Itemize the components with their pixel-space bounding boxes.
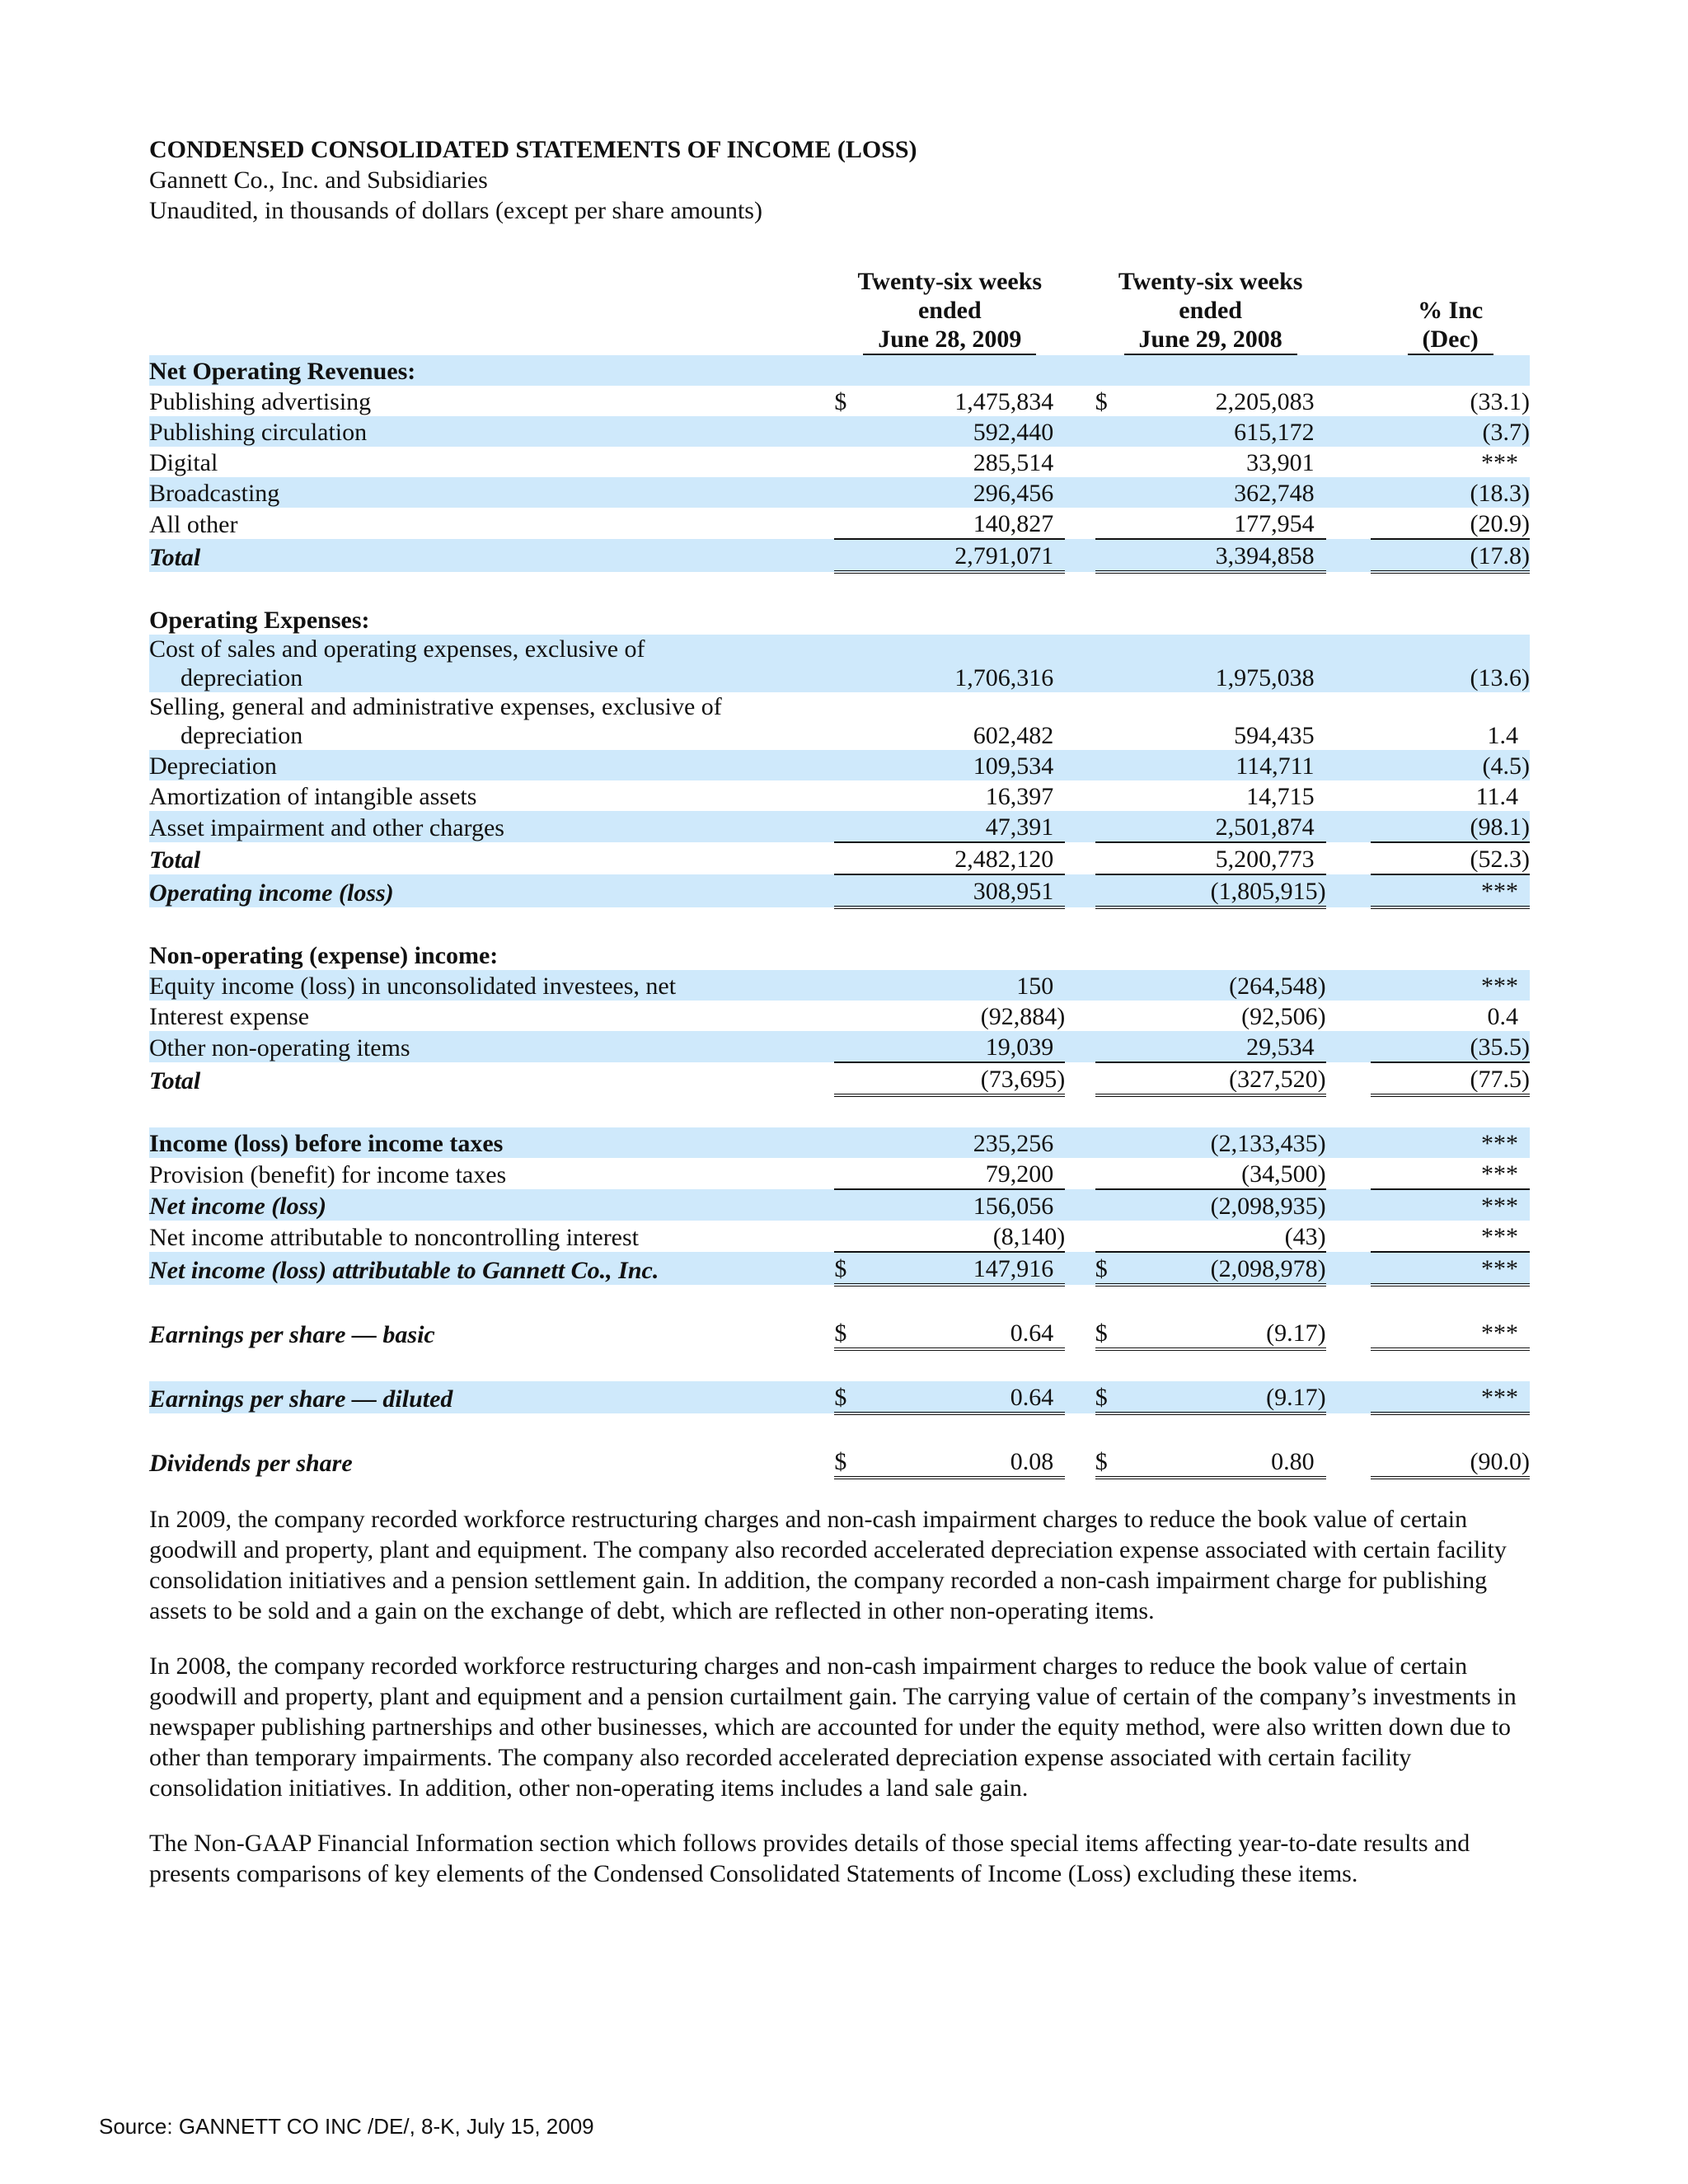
table-row: Income (loss) before income taxes 235,256 (2,133,435) *** (149, 1127, 1530, 1158)
table-row: Broadcasting 296,456 362,748 (18.3) (149, 477, 1530, 508)
income-statement-table (149, 267, 1530, 1479)
table-row-net-income-gannett: Net income (loss) attributable to Gannett Co., Inc. $ 147,916 $ (2,098,978) *** (149, 1252, 1530, 1285)
column-header-pct: % Inc (Dec) (1371, 267, 1530, 355)
table-row-eps-diluted: Earnings per share — diluted $ 0.64 $ (9.17) *** (149, 1381, 1530, 1413)
company-name: Gannett Co., Inc. and Subsidiaries (149, 166, 488, 194)
statement-header (149, 134, 1530, 226)
table-row: All other 140,827 177,954 (20.9) (149, 508, 1530, 539)
table-row-total: Total (73,695) (327,520) (77.5) (149, 1062, 1530, 1095)
statement-page (149, 134, 1530, 1889)
column-header-row (149, 267, 1530, 355)
section-heading-revenues: Net Operating Revenues: (149, 355, 1530, 386)
column-header-2008: Twenty-six weeks ended June 29, 2008 (1095, 267, 1326, 355)
table-row-total: Total 2,482,120 5,200,773 (52.3) (149, 842, 1530, 874)
table-row: Amortization of intangible assets 16,397 14,715 11.4 (149, 783, 1518, 810)
table-row-total: Total 2,791,071 3,394,858 (17.8) (149, 539, 1530, 572)
table-row: Cost of sales and operating expenses, exclusive of depreciation 1,706,316 1,975,038 (13.6) (149, 635, 1530, 691)
table-row-net-income: Net income (loss) 156,056 (2,098,935) *** (149, 1189, 1530, 1221)
table-row: Depreciation 109,534 114,711 (4.5) (149, 750, 1530, 780)
table-row: Publishing circulation 592,440 615,172 (3.7) (149, 416, 1530, 447)
table-row: Digital 285,514 33,901 *** (149, 449, 1518, 476)
table-row-operating-income: Operating income (loss) 308,951 (1,805,915) *** (149, 874, 1530, 907)
section-heading-nonoperating: Non-operating (expense) income: (149, 942, 499, 969)
note-paragraph-2009: In 2009, the company recorded workforce restructuring charges and non-cash impairment charges to reduce the book value of certain goodwill and property, plant and equipment. The company also recorded accelerated depreciation expense associated with certain facility consolidation initiatives and a pension settlement gain. In addition, the company recorded a non-cash impairment charge for publishing assets to be sold and a gain on the exchange of debt, which are reflected in other non-operating items. (149, 1506, 1507, 1624)
table-row: Net income attributable to noncontrolling interest (8,140) (43) *** (149, 1221, 1530, 1252)
note-paragraph-2008: In 2008, the company recorded workforce restructuring charges and non-cash impairment charges to reduce the book value of certain goodwill and property, plant and equipment and a pension curtailment gain. The carrying value of certain of the company’s investments in newspaper publishing partnerships and other businesses, which are accounted for under the equity method, were also written down due to other than temporary impairments. The company also recorded accelerated depreciation expense associated with certain facility consolidation initiatives. In addition, other non-operating items includes a land sale gain. (149, 1652, 1517, 1802)
basis-note: Unaudited, in thousands of dollars (except per share amounts) (149, 197, 762, 224)
table-row-eps-basic: Earnings per share — basic $ 0.64 $ (9.17) *** (149, 1317, 1530, 1349)
table-row: Interest expense (92,884) (92,506) 0.4 (149, 1003, 1518, 1030)
table-row: Other non-operating items 19,039 29,534 (35.5) (149, 1031, 1530, 1062)
table-row-dividends: Dividends per share $ 0.08 $ 0.80 (90.0) (149, 1446, 1530, 1478)
source-citation: Source: GANNETT CO INC /DE/, 8-K, July 15, 2009 (99, 2114, 594, 2139)
table-row: Publishing advertising $ 1,475,834 $ 2,205,083 (33.1) (149, 388, 1530, 415)
table-row: Equity income (loss) in unconsolidated investees, net 150 (264,548) *** (149, 970, 1530, 1001)
column-header-2009: Twenty-six weeks ended June 28, 2009 (834, 267, 1065, 355)
note-paragraph-nongaap: The Non-GAAP Financial Information section which follows provides details of those special items affecting year-to-date results and presents comparisons of key elements of the Condensed Consolidated Statements of Income (Loss) excluding these items. (149, 1830, 1470, 1887)
table-row: Selling, general and administrative expenses, exclusive of depreciation 602,482 594,435 1.4 (149, 693, 1518, 749)
table-row: Provision (benefit) for income taxes 79,200 (34,500) *** (149, 1158, 1530, 1189)
statement-title: CONDENSED CONSOLIDATED STATEMENTS OF INCOME (LOSS) (149, 136, 917, 163)
table-row: Asset impairment and other charges 47,391 2,501,874 (98.1) (149, 811, 1530, 842)
section-heading-expenses: Operating Expenses: (149, 607, 370, 634)
